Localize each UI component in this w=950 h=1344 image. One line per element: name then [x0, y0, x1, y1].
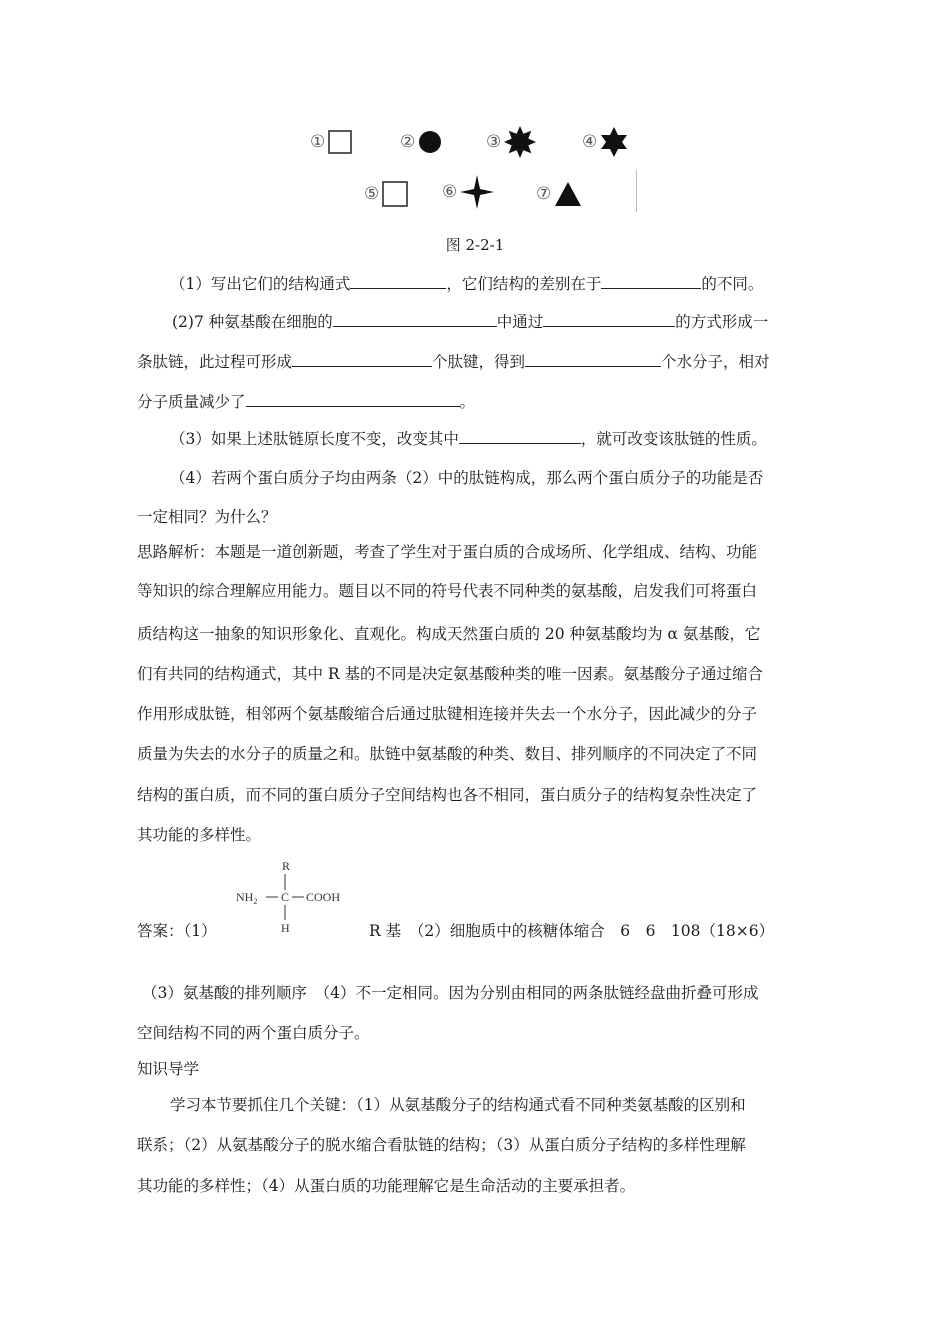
symbol-6: ⑥	[442, 174, 495, 210]
eight-point-star-icon	[503, 125, 537, 159]
filled-circle-icon	[417, 129, 443, 155]
answer-blank	[525, 352, 661, 367]
question-3: （3）如果上述肽链原长度不变，改变其中 ，就可改变该肽链的性质。	[170, 430, 767, 448]
formula-r-group: R	[282, 859, 291, 873]
guide-line: 学习本节要抓住几个关键：（1）从氨基酸分子的结构通式看不同种类氨基酸的区别和	[170, 1096, 746, 1114]
question-2-line-3: 分子质量减少了 。	[137, 393, 476, 411]
guide-line: 其功能的多样性；（4）从蛋白质的功能理解它是生命活动的主要承担者。	[137, 1177, 636, 1195]
guide-line: 联系；（2）从氨基酸分子的脱水缩合看肽链的结构；（3）从蛋白质分子结构的多样性理解	[137, 1136, 746, 1154]
open-square-icon	[381, 180, 409, 208]
formula-amino-group: $NH_2$	[236, 890, 258, 906]
question-4-line-2: 一定相同？为什么？	[137, 508, 277, 526]
analysis-line: 其功能的多样性。	[137, 826, 262, 844]
answer-blank	[459, 429, 581, 444]
four-point-star-icon	[459, 174, 495, 210]
analysis-line: 思路解析：本题是一道创新题，考查了学生对于蛋白质的合成场所、化学组成、结构、功能	[137, 543, 758, 561]
amino-acid-general-formula	[234, 858, 354, 938]
question-4-line-1: （4）若两个蛋白质分子均由两条（2）中的肽链构成，那么两个蛋白质分子的功能是否	[170, 469, 764, 487]
figure-edge-line	[636, 170, 637, 212]
analysis-line: 作用形成肽链，相邻两个氨基酸缩合后通过肽键相连接并失去一个水分子，因此减少的分子	[137, 705, 758, 723]
six-point-star-icon	[599, 126, 629, 158]
symbol-5: ⑤	[364, 176, 409, 212]
answer-line-2: （3）氨基酸的排列顺序 （4）不一定相同。因为分别由相同的两条肽链经盘曲折叠可形成	[142, 984, 759, 1002]
symbol-3: ③	[486, 124, 537, 160]
symbol-1: ①	[310, 124, 353, 160]
formula-alpha-carbon: C	[281, 890, 290, 904]
answer-blank	[350, 274, 446, 289]
answer-label: 答案：（1）	[137, 922, 217, 940]
symbol-2: ②	[400, 124, 443, 160]
answer-blank	[543, 312, 675, 327]
analysis-line: 等知识的综合理解应用能力。题目以不同的符号代表不同种类的氨基酸，启发我们可将蛋白	[137, 582, 758, 600]
section-title: 知识导学	[137, 1060, 200, 1078]
question-2-line-2: 条肽链，此过程可形成 个肽键，得到 个水分子，相对	[137, 353, 770, 371]
answer-blank	[292, 352, 432, 367]
figure-caption: 图 2-2-1	[445, 236, 505, 254]
question-2-line-1: (2)7 种氨基酸在细胞的 中通过 的方式形成一	[172, 313, 769, 331]
filled-triangle-icon	[553, 180, 583, 208]
amino-acid-symbol-figure	[300, 120, 660, 220]
answer-blank	[333, 312, 497, 327]
open-square-icon	[327, 129, 353, 155]
analysis-line: 质量为失去的水分子的质量之和。肽链中氨基酸的种类、数目、排列顺序的不同决定了不同	[137, 745, 758, 763]
question-1: （1）写出它们的结构通式 ，它们结构的差别在于 的不同。	[170, 275, 764, 293]
answer-line-3: 空间结构不同的两个蛋白质分子。	[137, 1024, 370, 1042]
answer-blank	[246, 392, 460, 407]
analysis-line: 质结构这一抽象的知识形象化、直观化。构成天然蛋白质的 20 种氨基酸均为 α 氨基酸，它	[137, 625, 761, 643]
formula-hydrogen: H	[281, 921, 290, 935]
symbol-4: ④	[582, 124, 629, 160]
symbol-7: ⑦	[536, 176, 583, 212]
analysis-line: 结构的蛋白质，而不同的蛋白质分子空间结构也各不相同，蛋白质分子的结构复杂性决定了	[137, 786, 758, 804]
formula-carboxyl-group: COOH	[306, 890, 341, 904]
answer-part-1: R 基 （2）细胞质中的核糖体缩合 6 6 108（18×6）	[369, 922, 775, 940]
analysis-line: 们有共同的结构通式，其中 R 基的不同是决定氨基酸种类的唯一因素。氨基酸分子通过缩合	[137, 665, 764, 683]
answer-blank	[601, 274, 701, 289]
